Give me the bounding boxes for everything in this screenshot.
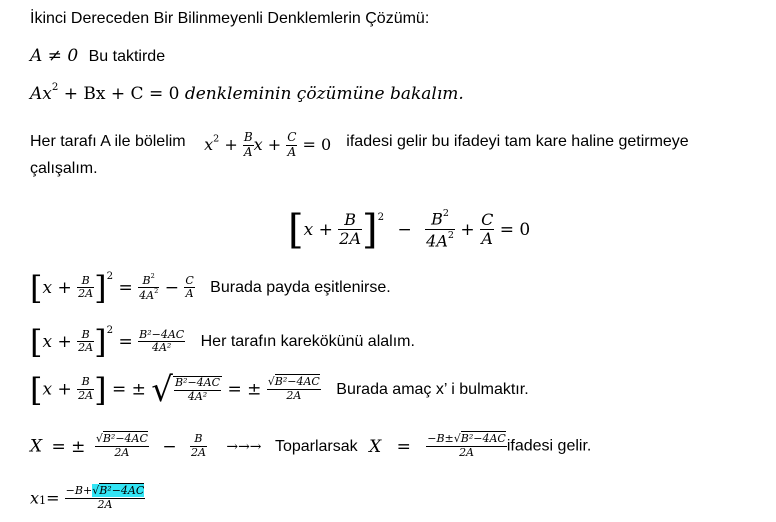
para-math — [204, 129, 336, 159]
step4-x: x + — [42, 379, 72, 400]
step5-eq2: = — [396, 436, 411, 457]
step4-close-bracket: ] — [94, 370, 107, 409]
step5-frac2 — [426, 433, 507, 459]
step4-den: 4A² — [187, 389, 208, 403]
step3-frac — [138, 329, 185, 355]
step5-2a: 2A — [190, 446, 206, 459]
step5-den: 2A — [114, 446, 130, 459]
step1-close-bracket: ] — [362, 206, 378, 253]
step2-4a: 4A — [139, 289, 155, 303]
step5-num2b: B²−4AC — [460, 432, 506, 446]
step4-eq: = ± — [111, 379, 146, 400]
step1-eq: = 0 — [499, 219, 531, 240]
step6-equation — [30, 478, 145, 518]
step4-open-bracket: [ — [30, 370, 43, 409]
step6-num-a: −B+ — [65, 484, 93, 498]
step1-x: x + — [303, 219, 333, 240]
para-frac2-den: A — [287, 144, 297, 159]
step2-b: B — [77, 275, 94, 289]
step1-b2-sq: 2 — [442, 208, 450, 220]
step2-minus: − — [164, 277, 179, 298]
step5-text1: Toparlarsak — [274, 437, 358, 455]
para-eq0: = 0 — [302, 134, 332, 154]
step4-b: B — [77, 376, 94, 390]
step1-minus: − — [397, 219, 412, 240]
step5-frac1 — [95, 433, 149, 459]
step2-b2: B — [142, 273, 151, 287]
step1-b: B — [338, 211, 362, 230]
step2-frac-c-a — [184, 275, 194, 301]
step1-a: A — [481, 229, 493, 249]
step3-sq: 2 — [106, 325, 114, 336]
step5-b: B — [190, 433, 207, 447]
step6-eq: = — [46, 488, 60, 508]
eq-lhs: Ax — [30, 84, 52, 105]
para-frac-c-a — [286, 131, 297, 160]
step1-2a: 2A — [339, 229, 361, 249]
eq-rest: + Bx + C = 0 — [58, 84, 180, 105]
step5-frac-b-2a — [190, 433, 207, 459]
step4-eq2: = ± — [227, 379, 262, 400]
step5-arrows: →→→ — [226, 438, 262, 455]
step4-frac2 — [267, 376, 321, 402]
para-text2: ifadesi gelir bu ifadeyi tam kare haline getirmeye — [346, 132, 689, 150]
step2-x: x + — [42, 277, 72, 298]
step6-den: 2A — [97, 498, 113, 511]
para-xplus: x + — [253, 134, 282, 154]
step6-num-b: B²−4AC — [99, 484, 145, 498]
step1-4a-sq: 2 — [447, 230, 454, 242]
step2-4a-sq: 2 — [154, 287, 159, 296]
eq-words: denkleminin çözümüne bakalım. — [179, 84, 464, 105]
step1-sq: 2 — [377, 212, 385, 223]
step4-equation — [30, 366, 529, 412]
step4-frac-b-2a — [77, 376, 94, 402]
step5-eq: = ± — [51, 436, 86, 457]
step4-den2: 2A — [286, 389, 302, 402]
para-plus: + — [224, 134, 238, 154]
para-frac-den: A — [243, 144, 253, 159]
step4-text: Burada amaç x’ i bulmaktır. — [336, 380, 529, 398]
step2-open-bracket: [ — [30, 268, 43, 307]
step5-text2: ifadesi gelir. — [506, 437, 592, 455]
step5-num: B²−4AC — [102, 432, 148, 446]
step3-frac-b-2a — [77, 329, 94, 355]
step2-close-bracket: ] — [94, 268, 107, 307]
step3-equation — [30, 310, 415, 361]
step1-frac-c-a — [480, 211, 494, 249]
step5-num2a: −B± — [427, 432, 454, 446]
para-frac2-num: C — [287, 129, 297, 144]
step5-equation — [30, 426, 591, 466]
heading: İkinci Dereceden Bir Bilinmeyenli Denklemlerin Çözümü: — [30, 10, 430, 27]
radical-sign-5b: √ — [453, 432, 461, 446]
step1-frac-b2-4a2 — [425, 208, 455, 251]
step1-4a: 4A — [426, 231, 448, 251]
step2-text: Burada payda eşitlenirse. — [210, 278, 391, 296]
para-sq: 2 — [213, 133, 220, 144]
radical-sign-5a: √ — [95, 432, 103, 446]
step2-2a: 2A — [78, 287, 94, 301]
step3-x: x + — [42, 331, 72, 352]
radical-sign: √ — [151, 369, 173, 410]
para-line-1 — [30, 120, 689, 158]
step1-c: C — [481, 209, 494, 229]
radical-sign-6: √ — [92, 484, 100, 498]
step6-sub: 1 — [39, 494, 47, 508]
step4-num: B²−4AC — [174, 375, 221, 389]
step2-equation — [30, 256, 391, 307]
para-text1: Her tarafı A ile bölelim — [30, 132, 186, 150]
step3-close-bracket: ] — [94, 322, 107, 361]
step5-den2: 2A — [459, 446, 475, 459]
para-x2: x — [204, 134, 214, 154]
step3-b: B — [77, 329, 94, 343]
step6-lhs: x — [30, 488, 40, 508]
eq-sq: 2 — [51, 82, 59, 93]
step1-plus: + — [460, 219, 475, 240]
para-frac-b-a — [243, 131, 254, 160]
step2-frac-b-2a — [77, 275, 94, 301]
para-frac-num: B — [243, 129, 253, 144]
equation-line — [30, 82, 464, 104]
condition-text: Bu taktirde — [88, 48, 166, 65]
step3-eq: = — [118, 331, 133, 352]
step2-a: A — [185, 287, 194, 301]
step3-open-bracket: [ — [30, 322, 43, 361]
step4-2a: 2A — [78, 389, 94, 402]
step2-sq: 2 — [106, 271, 114, 282]
step1-equation — [288, 192, 531, 253]
step3-den: 4A² — [151, 341, 172, 355]
para-line-2: çalışalım. — [30, 160, 98, 177]
step2-frac-b2-4a2 — [138, 273, 159, 303]
step3-text: Her tarafın karekökünü alalım. — [200, 332, 415, 350]
step2-c: C — [185, 273, 194, 287]
condition-line — [30, 46, 165, 66]
step3-num: B²−4AC — [139, 327, 185, 341]
step2-eq: = — [118, 277, 133, 298]
step1-open-bracket: [ — [288, 206, 304, 253]
condition-math: A ≠ 0 — [30, 46, 79, 66]
step2-b2-sq: 2 — [150, 271, 155, 280]
step1-b2: B — [431, 209, 443, 229]
step5-minus: − — [162, 436, 177, 457]
step3-2a: 2A — [78, 341, 94, 355]
step4-num2: B²−4AC — [274, 375, 320, 389]
step5-x: X — [369, 436, 382, 457]
radical-sign-small: √ — [267, 375, 275, 389]
step1-frac-b-2a — [338, 211, 362, 249]
step5-lhs: X — [30, 436, 43, 457]
step6-frac — [65, 485, 146, 511]
step4-sqrt — [151, 367, 222, 413]
